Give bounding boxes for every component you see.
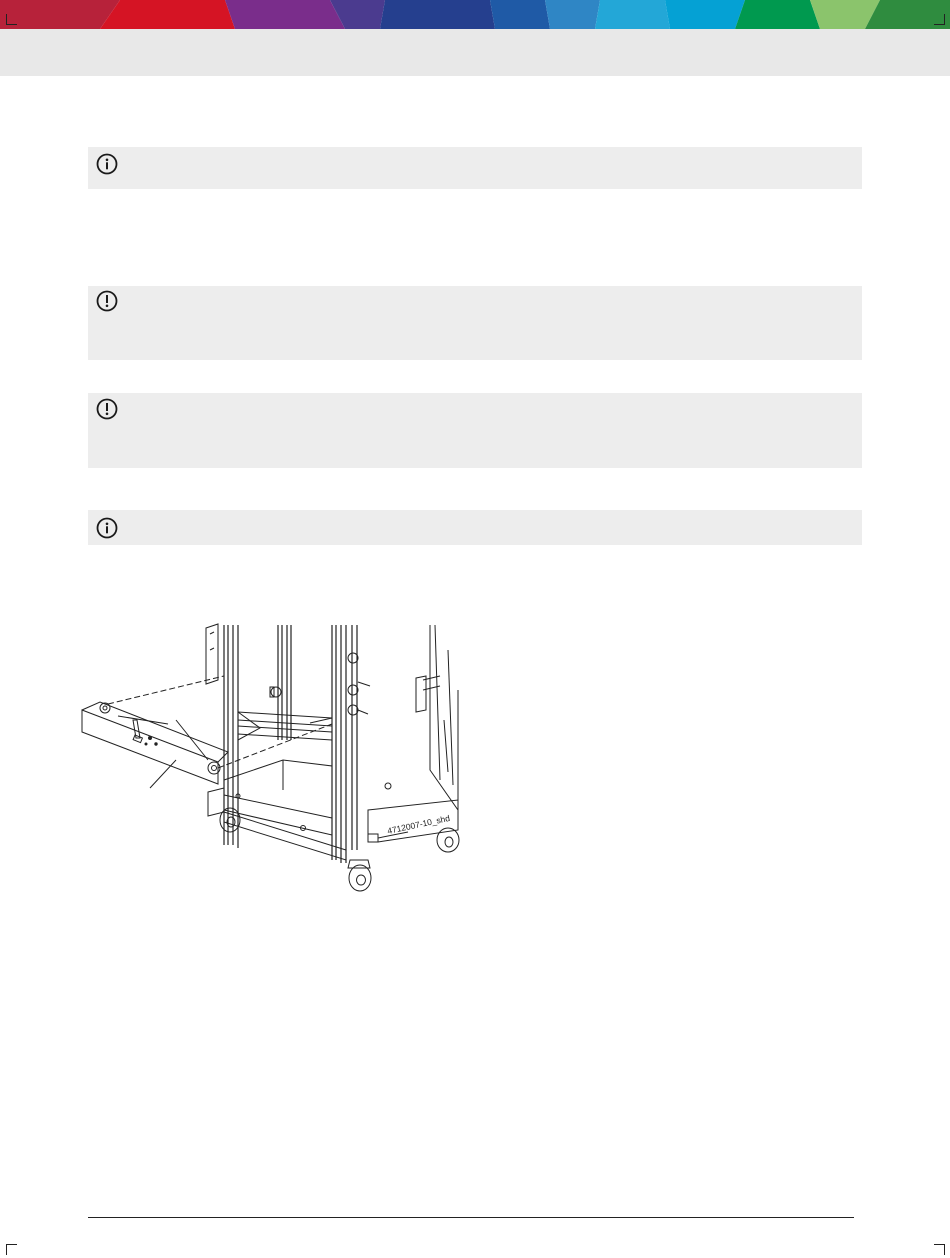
info-icon bbox=[96, 153, 118, 175]
exclamation-icon bbox=[96, 290, 118, 312]
crop-mark bbox=[6, 1244, 17, 1255]
header-band bbox=[0, 29, 950, 76]
info-note bbox=[88, 510, 862, 545]
technical-drawing bbox=[78, 620, 478, 902]
footer-rule bbox=[88, 1217, 854, 1218]
crop-mark bbox=[6, 14, 17, 25]
exclamation-icon bbox=[96, 398, 118, 420]
warning-note bbox=[88, 393, 862, 468]
info-note bbox=[88, 147, 862, 189]
info-icon bbox=[96, 517, 118, 539]
crop-mark bbox=[934, 1244, 945, 1255]
brand-color-bar bbox=[0, 0, 950, 29]
drawing-number: 4712007-10_shd bbox=[386, 812, 451, 836]
warning-note bbox=[88, 286, 862, 360]
crop-mark bbox=[934, 14, 945, 25]
